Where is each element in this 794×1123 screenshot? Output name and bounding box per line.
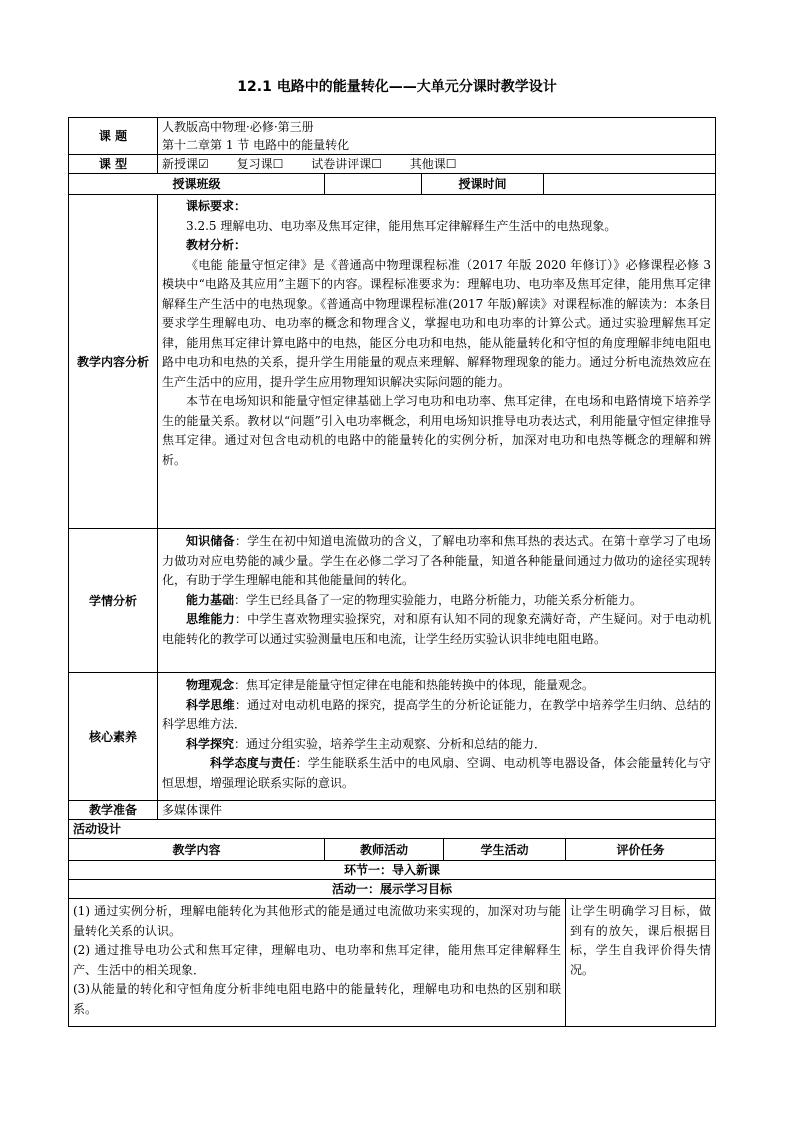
type-option-exam: 试卷讲评课☐ [311, 157, 382, 171]
course-row [69, 118, 716, 155]
curriculum-heading: 课标要求： [186, 199, 247, 213]
type-option-other: 其他课☐ [409, 157, 457, 171]
header-content: 教学内容 [69, 839, 325, 861]
preparation-row [69, 801, 716, 820]
header-evaluation: 评价任务 [566, 839, 716, 861]
scientific-thinking-text: ：通过对电动机电路的探究，提高学生的分析论证能力，在教学中培养学生归纳、总结的科学思维方法． [162, 697, 712, 731]
physics-concept-text: ：焦耳定律是能量守恒定律在电能和热能转换中的体现，能量观念。 [234, 678, 595, 692]
activity-design-label: 活动设计 [69, 820, 716, 839]
textbook-heading: 教材分析： [186, 238, 247, 252]
objective-2: (2) 通过推导电功公式和焦耳定律，理解电功、电功率和焦耳定律，能用焦耳定律解释生产、生活中的相关现象． [73, 943, 561, 977]
core-literacy-body [158, 673, 716, 801]
student-analysis-row [69, 529, 716, 673]
type-option-new: 新授课☑ [162, 157, 209, 171]
time-value [544, 174, 716, 195]
time-label: 授课时间 [422, 174, 544, 195]
ability-text: ：学生已经具备了一定的物理实验能力，电路分析能力，功能关系分析能力。 [234, 592, 643, 607]
activity-1-title: 活动一：展示学习目标 [69, 880, 716, 899]
scientific-thinking-key: 科学思维 [186, 697, 235, 712]
class-time-row [69, 174, 716, 195]
content-analysis-label: 教学内容分析 [69, 195, 158, 529]
scientific-inquiry-key: 科学探究 [186, 736, 235, 751]
section-row [69, 861, 716, 880]
objective-3: (3)从能量的转化和守恒角度分析非纯电阻电路中的能量转化，理解电功和电热的区别和联系。 [73, 982, 561, 1016]
type-row [69, 155, 716, 174]
course-line-1: 人教版高中物理·必修·第三册 [162, 120, 314, 134]
student-analysis-label: 学情分析 [69, 529, 158, 673]
thinking-text: ：中学生喜欢物理实验探究，对和原有认知不同的现象充满好奇，产生疑问。对于电动机电能转化的教学可以通过实验测量电压和电流，让学生经历实验认识非纯电阻电路。 [162, 612, 712, 646]
curriculum-text: 3.2.5 理解电功、电功率及焦耳定律，能用焦耳定律解释生产生活中的电热现象。 [186, 218, 617, 233]
thinking-key: 思维能力 [186, 612, 235, 626]
student-analysis-body [158, 529, 716, 673]
activity-header-row [69, 839, 716, 861]
objectives-body [69, 899, 566, 1027]
lesson-plan-table [68, 117, 716, 1027]
course-value [158, 118, 716, 155]
knowledge-text: ：学生在初中知道电流做功的含义，了解电功率和焦耳热的表达式。在第十章学习了电场力做功对应电势能的减少量。学生在必修二学习了各种能量，知道各种能量间通过力做功的途径实现转化，有助于学生理解电能和其他能量间的转化。 [162, 534, 712, 587]
ability-key: 能力基础 [186, 592, 235, 607]
course-line-2: 第十二章第 1 节 电路中的能量转化 [162, 138, 350, 152]
type-options [158, 155, 716, 174]
type-label: 课 型 [69, 155, 158, 174]
core-literacy-label: 核心素养 [69, 673, 158, 801]
objectives-row [69, 899, 716, 1027]
evaluation-body [566, 899, 716, 1027]
attitude-key: 科学态度与责任 [210, 756, 296, 770]
knowledge-key: 知识储备 [186, 534, 235, 548]
class-value [325, 174, 422, 195]
header-student: 学生活动 [444, 839, 566, 861]
textbook-text-2: 本节在电场知识和能量守恒定律基础上学习电功和电功率、焦耳定律，在电场和电路情境下培养学生的能量关系。教材以“问题”引入电功率概念，利用电场知识推导电功表达式，利用能量守恒定律推导焦耳定律。通过对包含电动机的电路中的能量转化的实例分析，加深对电功和电热等概念的理解和辨析。 [162, 394, 712, 467]
class-label: 授课班级 [69, 174, 325, 195]
preparation-value: 多媒体课件 [158, 801, 716, 820]
evaluation-text: 让学生明确学习目标，做到有的放矢，课后根据目标，学生自我评价得失情况。 [570, 904, 712, 977]
core-literacy-row [69, 673, 716, 801]
physics-concept-key: 物理观念 [186, 678, 235, 692]
activity-row [69, 880, 716, 899]
scientific-inquiry-text: ：通过分组实验，培养学生主动观察、分析和总结的能力． [234, 736, 547, 751]
section-1-title: 环节一：导入新课 [69, 861, 716, 880]
objective-1: (1) 通过实例分析，理解电能转化为其他形式的能是通过电流做功来实现的，加深对功与能量转化关系的认识。 [73, 904, 561, 938]
activity-design-row [69, 820, 716, 839]
header-teacher: 教师活动 [325, 839, 444, 861]
content-analysis-row [69, 195, 716, 529]
preparation-label: 教学准备 [69, 801, 158, 820]
document-title: 12.1 电路中的能量转化——大单元分课时教学设计 [237, 79, 557, 95]
textbook-text-1: 《电能 能量守恒定律》是《普通高中物理课程标准（2017 年版 2020 年修订）》必修课程必修 3 模块中“电路及其应用”主题下的内容。课程标准要求为：理解电功、电功率及焦耳定律，能用焦耳定律解释生产生活中的电热现象。《普通高中物理课程标准(2017 年版)解读》对课程标准的解读为：本条目要求学生理解电功、电功率的概念和物理含义，掌握电功和电功率的计算公式。通过实验理解焦耳定律，能用焦耳定律计算电路中的电热，能区分电功和电热，能从能量转化和守恒的角度理解非纯电阻电路中电功和电热的关系，提升学生用能量的观点来理解、解释物理现象的能力。通过分析电流热效应在生产生活中的应用，提升学生应用物理知识解决实际问题的能力。 [162, 257, 712, 389]
course-label: 课 题 [69, 118, 158, 155]
content-analysis-body [158, 195, 716, 529]
type-option-review: 复习课☐ [236, 157, 284, 171]
attitude-text: ：学生能联系生活中的电风扇、空调、电动机等电器设备，体会能量转化与守恒思想，增强理论联系实际的意识。 [162, 756, 712, 790]
